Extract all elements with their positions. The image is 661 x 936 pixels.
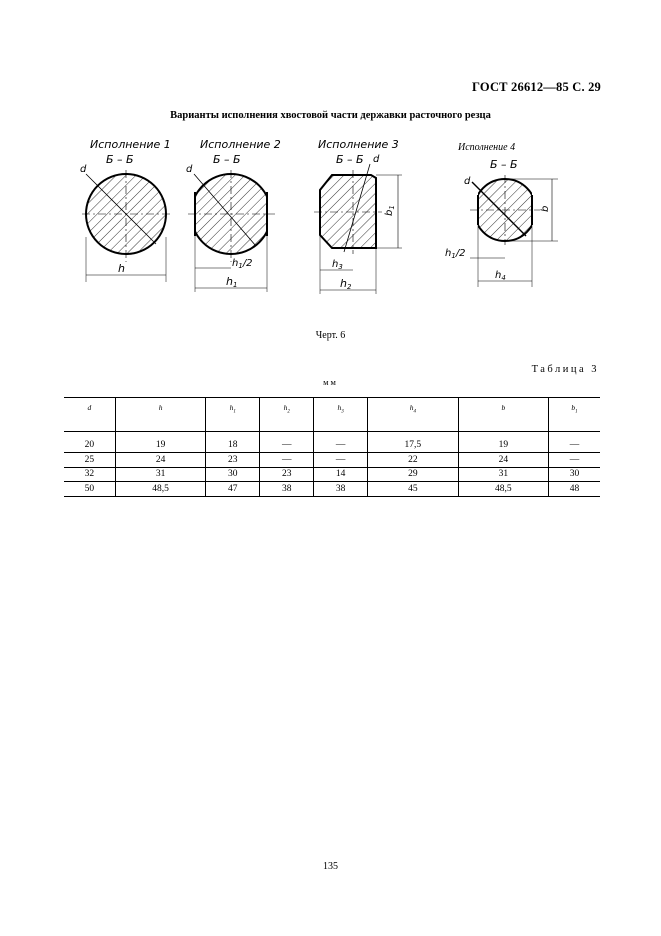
col-header-d-main: d — [87, 403, 92, 412]
variant-4-name: Исполнение 4 — [458, 142, 516, 153]
table-cell: 24 — [115, 453, 206, 468]
variant-2-name: Исполнение 2 — [200, 138, 281, 151]
variant-3-dim-h2 — [340, 277, 352, 291]
dimensions-table — [64, 397, 600, 497]
col-header-b1 — [549, 398, 600, 432]
table-units: мм — [323, 377, 338, 387]
table-cell: 19 — [115, 432, 206, 453]
table-cell: 29 — [368, 467, 459, 482]
table-cell: 30 — [549, 467, 600, 482]
table-row — [64, 467, 600, 482]
table-cell: 25 — [64, 453, 115, 468]
figure-caption: Черт. 6 — [315, 330, 346, 341]
variant-1-dim-d: d — [80, 164, 87, 175]
col-header-h4-main: h — [409, 403, 414, 412]
col-header-h3 — [314, 398, 368, 432]
variant-3-dim-h3-sub: 3 — [338, 263, 343, 271]
table-cell: — — [260, 453, 314, 468]
variant-2-section-label: Б – Б — [213, 153, 241, 166]
variant-2-dim-d: d — [186, 164, 193, 175]
table-cell: — — [549, 432, 600, 453]
variant-4-dim-h4-main: h — [495, 270, 502, 281]
variant-4-dim-h1-2 — [445, 248, 466, 260]
variant-4-section-label: Б – Б — [490, 158, 518, 171]
table-cell: 48 — [549, 482, 600, 497]
table-cell: 20 — [64, 432, 115, 453]
table-cell: 23 — [260, 467, 314, 482]
table-row — [64, 453, 600, 468]
table-cell: 14 — [314, 467, 368, 482]
col-header-h2-main: h — [283, 403, 288, 412]
variant-1-name: Исполнение 1 — [90, 138, 171, 151]
variant-3-dim-h3 — [332, 259, 343, 271]
table-cell: 45 — [368, 482, 459, 497]
variant-4-dim-d: d — [464, 176, 471, 187]
document-header: ГОСТ 26612—85 С. 29 — [472, 80, 601, 94]
col-header-h1-main: h — [229, 403, 234, 412]
table-cell: 18 — [206, 432, 260, 453]
table-cell: — — [260, 432, 314, 453]
table-cell: 17,5 — [368, 432, 459, 453]
variant-3-dim-h2-sub: 2 — [346, 283, 352, 291]
table-label: Таблица 3 — [531, 364, 599, 375]
variant-4-dim-h1-2-tail: /2 — [455, 248, 466, 259]
table-header-row — [64, 398, 600, 432]
table-row — [64, 432, 600, 453]
variant-3-dim-h2-main: h — [340, 277, 347, 290]
variant-3-dim-h3-main: h — [332, 259, 339, 270]
table-cell: 38 — [314, 482, 368, 497]
col-header-b1-sub: 1 — [575, 409, 578, 415]
table-cell: 32 — [64, 467, 115, 482]
col-header-h-main: h — [158, 403, 163, 412]
variant-2-dim-h1-main: h — [226, 275, 233, 288]
figure-title: Варианты исполнения хвостовой части державки расточного резца — [170, 110, 491, 121]
variant-4-dim-h4-sub: 4 — [501, 274, 506, 282]
variant-2-dim-h1 — [226, 275, 237, 289]
variant-3-dim-b1 — [384, 205, 396, 216]
variant-1-dim-h: h — [118, 262, 125, 275]
table-cell: — — [314, 432, 368, 453]
col-header-h2-sub: 2 — [287, 409, 290, 415]
table-cell: 48,5 — [458, 482, 549, 497]
variant-1-section-label: Б – Б — [106, 153, 134, 166]
table-cell: 47 — [206, 482, 260, 497]
variant-3-name: Исполнение 3 — [318, 138, 399, 151]
col-header-h3-sub: 3 — [341, 409, 344, 415]
col-header-h4-sub: 4 — [413, 409, 416, 415]
col-header-b — [458, 398, 549, 432]
col-header-h1-sub: 1 — [233, 409, 236, 415]
variant-3-section — [314, 138, 402, 294]
variant-3-dim-d: d — [373, 154, 380, 165]
table-cell: 31 — [115, 467, 206, 482]
variant-4-dim-h1-2-main: h — [445, 248, 452, 259]
col-header-h4 — [368, 398, 459, 432]
table-cell: 48,5 — [115, 482, 206, 497]
variant-4-dim-h4 — [495, 270, 506, 282]
variant-2-dim-h1-sub: 1 — [232, 281, 238, 289]
variant-4-dim-h1-2-sub: 1 — [451, 252, 456, 260]
col-header-b-main: b — [501, 403, 506, 412]
variant-2-dim-h1-2-main: h — [232, 258, 239, 269]
variant-3-dim-b1-main: b — [384, 209, 395, 216]
page-number: 135 — [323, 861, 338, 872]
table-cell: 23 — [206, 453, 260, 468]
table-cell: 24 — [458, 453, 549, 468]
col-header-b1-main: b — [571, 403, 576, 412]
table-cell: 31 — [458, 467, 549, 482]
table-cell: 30 — [206, 467, 260, 482]
table-cell: 50 — [64, 482, 115, 497]
col-header-h3-main: h — [337, 403, 342, 412]
variant-4-section — [445, 142, 558, 287]
variant-2-section — [186, 138, 281, 292]
table-cell: 22 — [368, 453, 459, 468]
variant-3-section-label: Б – Б — [336, 153, 364, 166]
variant-2-dim-h1-2 — [232, 258, 253, 270]
variant-2-dim-h1-2-tail: /2 — [242, 258, 253, 269]
table-cell: 19 — [458, 432, 549, 453]
col-header-h — [115, 398, 206, 432]
variant-3-dim-b1-sub: 1 — [388, 205, 396, 210]
col-header-h2 — [260, 398, 314, 432]
table-cell: — — [314, 453, 368, 468]
variant-1-section — [80, 138, 171, 282]
table-row — [64, 482, 600, 497]
variant-4-dim-b: b — [540, 205, 551, 212]
col-header-h1 — [206, 398, 260, 432]
col-header-d — [64, 398, 115, 432]
cross-section-drawings — [70, 132, 590, 312]
table-cell: — — [549, 453, 600, 468]
table-cell: 38 — [260, 482, 314, 497]
variant-2-dim-h1-2-sub: 1 — [238, 262, 243, 270]
